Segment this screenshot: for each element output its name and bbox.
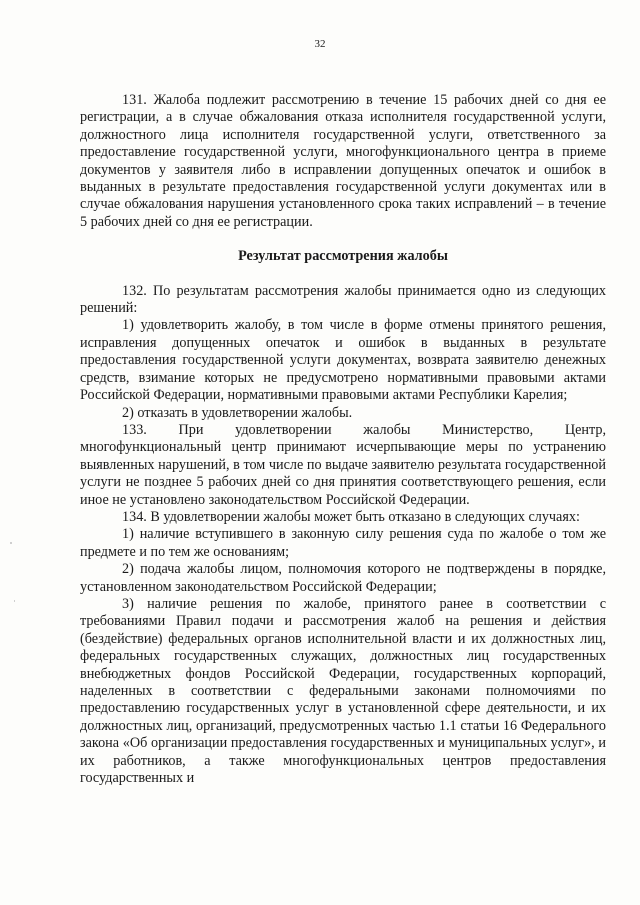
paragraph-132-item-2: 2) отказать в удовлетворении жалобы.	[122, 404, 353, 421]
paragraph-134-item-1: 1) наличие вступившего в законную силу решения суда по жалобе о том же предмете и по тем же основаниям;	[80, 526, 606, 560]
paragraph-131: 131. Жалоба подлежит рассмотрению в течение 15 рабочих дней со дня ее регистрации, а в случае обжалования отказа исполнителя государственной услуги, должностного лица исполнителя государственной услуги, ответственного за предоставление государственной услуги, многофункционального центра в приеме документов у заявителя либо в исправлении допущенных опечаток и ошибок в выданных в результате предоставления государственной услуги документах или в случае обжалования нарушения установленного срока таких исправлений – в течение 5 рабочих дней со дня ее регистрации.	[80, 92, 606, 230]
scan-speck	[10, 542, 12, 544]
scan-speck	[14, 600, 15, 602]
paragraph-133: 133. При удовлетворении жалобы Министерство, Центр, многофункциональный центр принимают исчерпывающие меры по устранению выявленных нарушений, в том числе по выдаче заявителю результата государственной услуги не позднее 5 рабочих дней со дня принятия соответствующего решения, если иное не установлено законодательством Российской Федерации.	[80, 421, 606, 508]
paragraph-134-item-2: 2) подача жалобы лицом, полномочия которого не подтверждены в порядке, установленном законодательством Российской Федерации;	[80, 561, 606, 595]
page-number: 32	[314, 38, 326, 50]
paragraph-132: 132. По результатам рассмотрения жалобы принимается одно из следующих решений:	[80, 282, 606, 317]
paragraph-134-item-3: 3) наличие решения по жалобе, принятого ранее в соответствии с требованиями Правил подачи и рассмотрения жалоб на решения и действия (бездействие) федеральных органов исполнительной власти и их должностных лиц, федеральных государственных служащих, должностных лиц государственных внебюджетных фондов Российской Федерации, государственных корпораций, наделенных в соответствии с федеральными законами полномочиями по предоставлению государственных услуг в установленной сфере деятельности, и их должностных лиц, организаций, предусмотренных частью 1.1 статьи 16 Федерального закона «Об организации предоставления государственных и муниципальных услуг», и их работников, а также многофункциональных центров предоставления государственных и	[80, 595, 606, 787]
document-body	[80, 92, 606, 787]
paragraph-134: 134. В удовлетворении жалобы может быть отказано в следующих случаях:	[122, 508, 580, 525]
paragraph-132-item-1: 1) удовлетворить жалобу, в том числе в форме отмены принятого решения, исправления допущенных опечаток и ошибок в выданных в результате предоставления государственной услуги документах, возврата заявителю денежных средств, взимание которых не предусмотрено нормативными правовыми актами Российской Федерации, нормативными правовыми актами Республики Карелия;	[80, 317, 606, 404]
section-heading: Результат рассмотрения жалобы	[238, 248, 448, 265]
